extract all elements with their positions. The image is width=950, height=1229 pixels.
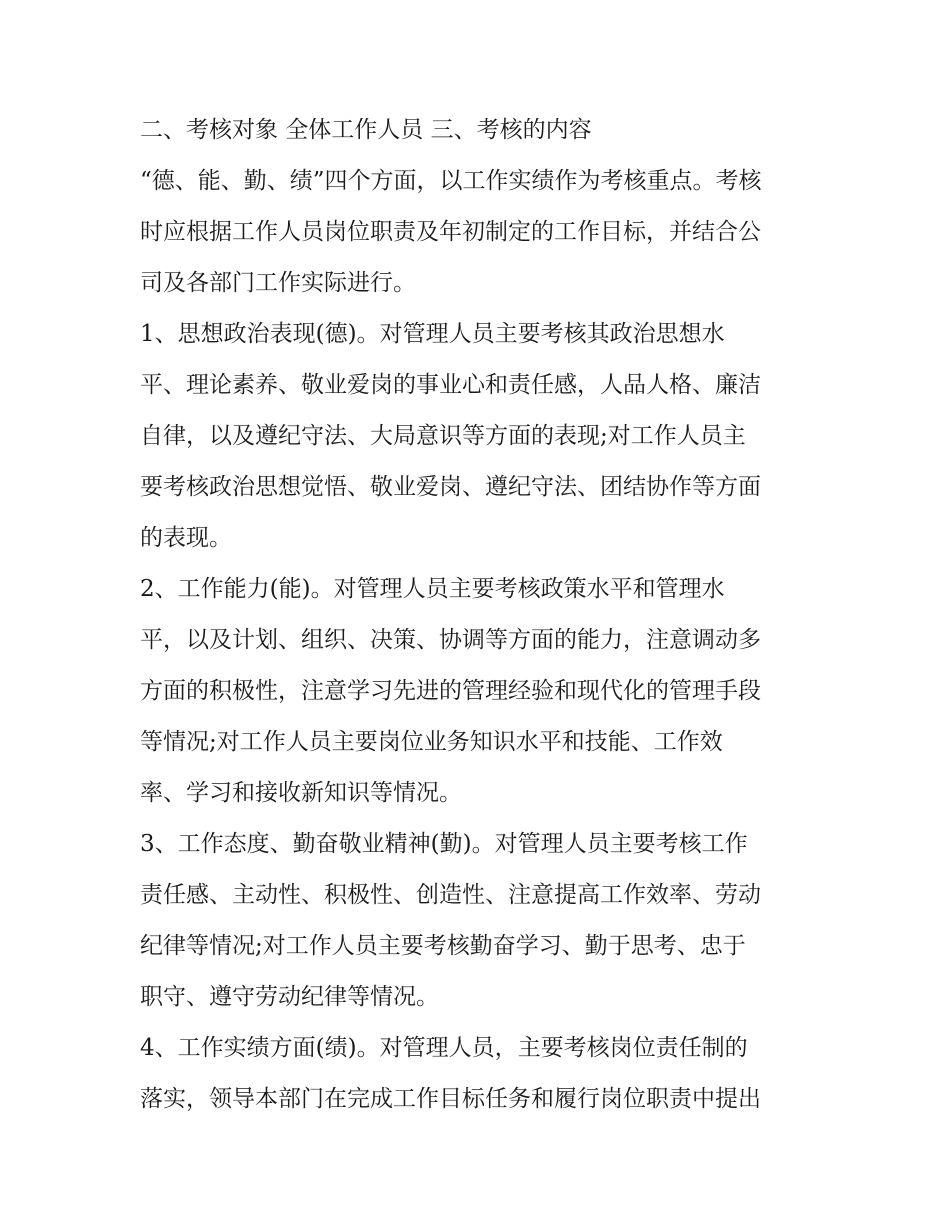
text-line-heading: 二、考核对象 全体工作人员 三、考核的内容: [140, 117, 592, 143]
text-line: 自律，以及遵纪守法、大局意识等方面的表现;对工作人员主: [140, 423, 746, 449]
text-line: 平、理论素养、敬业爱岗的事业心和责任感，人品人格、廉洁: [140, 372, 761, 398]
document-body: [140, 105, 812, 1125]
text-line: 等情况;对工作人员主要岗位业务知识水平和技能、工作效: [140, 729, 723, 755]
text-line: 率、学习和接收新知识等情况。: [140, 780, 462, 806]
text-line-item-2: 2、工作能力(能)。对管理人员主要考核政策水平和管理水: [140, 576, 725, 602]
text-line: 责任感、主动性、积极性、创造性、注意提高工作效率、劳动: [140, 882, 761, 908]
text-line: 纪律等情况;对工作人员主要考核勤奋学习、勤于思考、忠于: [140, 933, 746, 959]
text-line: 方面的积极性，注意学习先进的管理经验和现代化的管理手段: [140, 678, 761, 704]
text-line: 要考核政治思想觉悟、敬业爱岗、遵纪守法、团结协作等方面: [140, 474, 761, 500]
text-line: “德、能、勤、绩”四个方面，以工作实绩作为考核重点。考核: [140, 168, 762, 194]
text-line-item-4: 4、工作实绩方面(绩)。对管理人员，主要考核岗位责任制的: [140, 1035, 748, 1061]
text-line: 司及各部门工作实际进行。: [140, 270, 416, 296]
text-line-item-1: 1、思想政治表现(德)。对管理人员主要考核其政治思想水: [140, 321, 725, 347]
text-line-item-3: 3、工作态度、勤奋敬业精神(勤)。对管理人员主要考核工作: [140, 831, 748, 857]
text-line: 时应根据工作人员岗位职责及年初制定的工作目标，并结合公: [140, 219, 761, 245]
text-line: 职守、遵守劳动纪律等情况。: [140, 984, 439, 1010]
text-line: 落实，领导本部门在完成工作目标任务和履行岗位职责中提出: [140, 1086, 761, 1112]
text-line: 平，以及计划、组织、决策、协调等方面的能力，注意调动多: [140, 627, 761, 653]
text-line: 的表现。: [140, 525, 232, 551]
